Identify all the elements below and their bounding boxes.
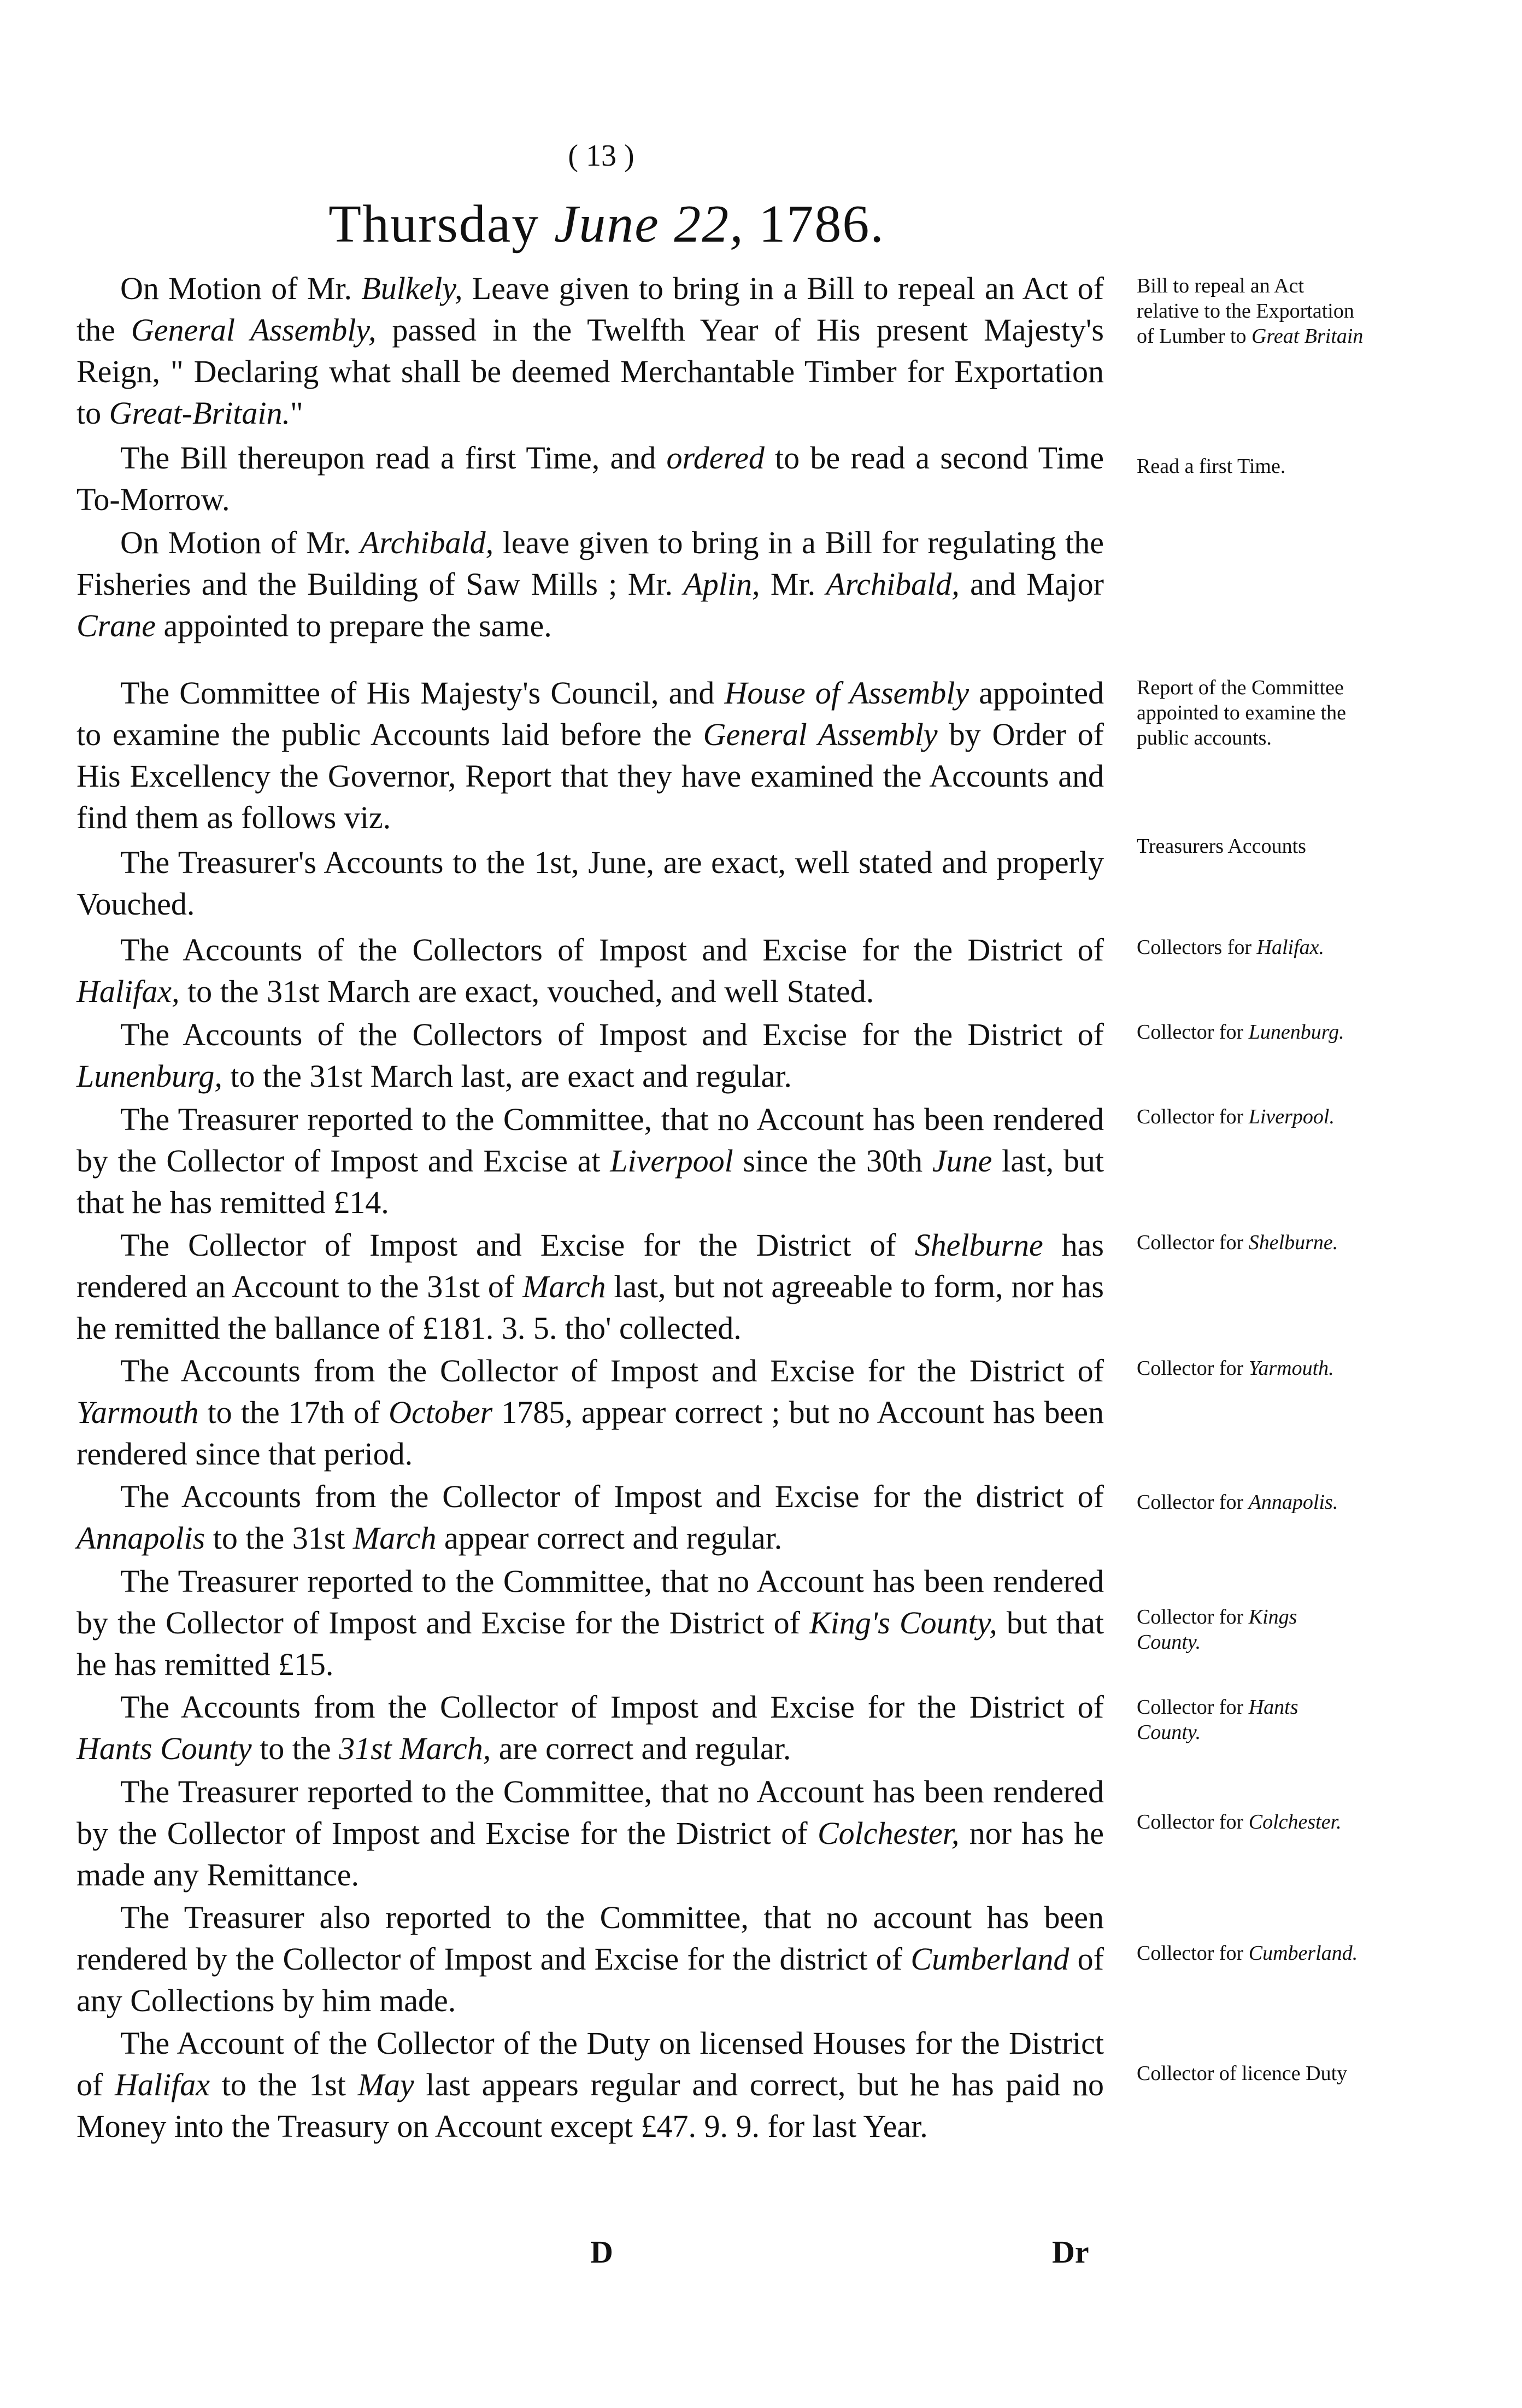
paragraph-yarmouth [77,1350,1104,1475]
italic-text-segment: Annapolis [77,1520,205,1556]
paragraph-bill-motion [77,268,1104,434]
paragraph-cumberland [77,1897,1104,2022]
text-segment: Collector for [1137,1942,1249,1965]
italic-text-segment: Lunenburg. [1248,1021,1344,1044]
text-segment: The Bill thereupon read a first Time, and [120,440,667,476]
margin-note-report [1137,675,1366,751]
text-segment: nor has he made any Remittance. [77,1815,1104,1893]
italic-text-segment: Kings County. [1137,1606,1297,1654]
italic-text-segment: Liverpool. [1248,1105,1335,1128]
text-segment: appointed to examine the public Accounts laid before the [77,675,1104,752]
paragraph-annapolis [77,1476,1104,1559]
italic-text-segment: Colchester, [817,1815,960,1851]
signature-mark: D [590,2234,613,2270]
text-segment: The Treasurer reported to the Committee, that no Account has been rendered by the Collector of Impost and Excise at [77,1102,1104,1179]
text-segment: Collectors for [1137,936,1257,959]
text-segment: The Treasurer also reported to the Committee, that no account has been rendered by the Collector of Impost and Excise for the district of [77,1900,1104,1977]
italic-text-segment: Yarmouth. [1248,1357,1334,1380]
entry-date [306,191,907,257]
margin-note-kings [1137,1604,1366,1655]
italic-text-segment: Archibald, [826,566,960,602]
text-segment: are correct and regular. [491,1731,791,1766]
italic-text-segment: Bulkely, [361,271,463,306]
italic-text-segment: June [932,1143,992,1179]
italic-text-segment: October [389,1395,493,1430]
italic-text-segment: General Assembly [703,717,938,752]
margin-note-yarmouth [1137,1356,1366,1381]
italic-text-segment: Liverpool [610,1143,733,1179]
text-segment: to the [251,1731,339,1766]
italic-text-segment: Lunenburg, [77,1058,222,1094]
italic-text-segment: Aplin, [683,566,760,602]
text-segment: Read a first Time. [1137,455,1286,478]
text-segment: Mr. [760,566,826,602]
text-segment: Treasurers Accounts [1137,835,1306,858]
text-segment: to be read a second Time To-Morrow. [77,440,1104,517]
paragraph-treasurer-accounts [77,842,1104,925]
paragraph-lunenburg [77,1014,1104,1097]
text-segment: since the 30th [733,1143,932,1179]
paragraph-committee-report [77,672,1104,839]
text-segment: The Accounts from the Collector of Impost and Excise for the district of [120,1479,1104,1514]
italic-text-segment: ordered [666,440,765,476]
text-segment: The Account of the Collector of the Duty on licensed Houses for the District of [77,2025,1104,2102]
text-segment: Collector for [1137,1491,1249,1514]
italic-text-segment: Shelburne. [1248,1231,1338,1254]
paragraph-colchester [77,1771,1104,1896]
text-segment: The Accounts from the Collector of Impost and Excise for the District of [120,1353,1104,1388]
margin-note-liverpool [1137,1104,1366,1129]
margin-note-treasurer [1137,834,1366,859]
italic-text-segment: Archibald, [360,525,494,560]
paragraph-liverpool [77,1099,1104,1223]
text-segment: last, but that he has remitted £14. [77,1143,1104,1220]
margin-note-annapolis [1137,1490,1366,1515]
text-segment: Collector for [1137,1696,1249,1719]
paragraph-halifax [77,929,1104,1012]
text-segment: by Order of His Excellency the Governor, Report that they have examined the Accounts and find them as follows viz. [77,717,1104,835]
text-segment: leave given to bring in a Bill for regulating the Fisheries and the Building of Saw Mills ; Mr. [77,525,1104,602]
margin-note-cumberland [1137,1941,1366,1966]
paragraph-hants-county [77,1686,1104,1770]
italic-text-segment: Yarmouth [77,1395,199,1430]
text-segment: The Accounts of the Collectors of Impost and Excise for the District of [120,932,1104,968]
italic-text-segment: General Assembly, [131,312,377,348]
text-segment: passed in the Twelfth Year of His present Majesty's Reign, " Declaring what shall be deemed Merchantable Timber for Exportation to [77,312,1104,431]
text-segment: Leave given to bring in a Bill to repeal an Act of the [77,271,1104,348]
italic-text-segment: Colchester. [1248,1811,1342,1833]
text-segment: On Motion of Mr. [120,525,360,560]
italic-text-segment: May [357,2067,414,2102]
italic-text-segment: Cumberland [910,1941,1069,1977]
text-segment: last, but not agreeable to form, nor has he remitted the ballance of £181. 3. 5. tho' collected. [77,1269,1104,1346]
text-segment: and Major [959,566,1104,602]
text-segment: to the 31st March last, are exact and regular. [222,1058,792,1094]
paragraph-shelburne [77,1224,1104,1349]
text-segment: to the 31st March are exact, vouched, and well Stated. [179,974,874,1009]
text-segment: appear correct and regular. [436,1520,783,1556]
italic-text-segment: March [522,1269,606,1304]
margin-note-hants [1137,1695,1366,1745]
text-segment: of any Collections by him made. [77,1941,1104,2018]
text-segment: Collector for [1137,1021,1249,1044]
text-segment: to the 31st [205,1520,353,1556]
margin-note-bill [1137,273,1366,349]
text-segment: has rendered an Account to the 31st of [77,1227,1104,1304]
text-segment: Collector for [1137,1811,1249,1833]
italic-text-segment: King's County, [809,1605,997,1641]
italic-text-segment: Halifax, [77,974,180,1009]
margin-note-colchester [1137,1809,1366,1835]
italic-text-segment: March [352,1520,437,1556]
margin-note-lunenburg [1137,1020,1366,1045]
italic-text-segment: Halifax [115,2067,210,2102]
text-segment: to the 1st [210,2067,358,2102]
italic-text-segment: Great-Britain. [109,395,290,431]
text-segment: to the 17th of [198,1395,389,1430]
text-segment: The Treasurer's Accounts to the 1st, June, are exact, well stated and properly Vouched. [77,845,1104,922]
margin-note-shelburne [1137,1230,1366,1255]
margin-note-licence [1137,2061,1366,2086]
date-weekday: Thursday [328,195,540,254]
text-segment: Collector for [1137,1231,1249,1254]
text-segment: last appears regular and correct, but he has paid no Money into the Treasury on Account except £47. 9. 9. for last Year. [77,2067,1104,2144]
italic-text-segment: 31st March, [339,1731,491,1766]
text-segment: The Accounts from the Collector of Impost and Excise for the District of [120,1689,1104,1725]
italic-text-segment: Hants County [77,1731,252,1766]
text-segment: 1785, appear correct ; but no Account has been rendered since that period. [77,1395,1104,1472]
text-segment: The Treasurer reported to the Committee, that no Account has been rendered by the Collector of Impost and Excise for the District of [77,1563,1104,1641]
page-number: ( 13 ) [568,139,634,173]
italic-text-segment: Hants County. [1137,1696,1298,1744]
italic-text-segment: Halifax. [1256,936,1324,959]
italic-text-segment: Annapolis. [1248,1491,1338,1514]
text-segment: Report of the Committee appointed to examine the public accounts. [1137,676,1347,749]
paragraph-bill-first-reading [77,437,1104,520]
text-segment: The Accounts of the Collectors of Impost and Excise for the District of [120,1017,1104,1052]
text-segment: The Collector of Impost and Excise for the District of [120,1227,915,1263]
text-segment: Bill to repeal an Act relative to the Exportation of Lumber to [1137,274,1354,348]
text-segment: Collector for [1137,1105,1249,1128]
italic-text-segment: House of Assembly [724,675,969,711]
margin-note-halifax [1137,935,1366,960]
text-segment: Collector of licence Duty [1137,2062,1348,2085]
text-segment: Collector for [1137,1357,1249,1380]
catchword: Dr [1052,2234,1089,2270]
text-segment: appointed to prepare the same. [156,608,552,643]
text-segment: The Committee of His Majesty's Council, and [120,675,725,711]
italic-text-segment: Shelburne [914,1227,1043,1263]
margin-note-first-time [1137,454,1366,479]
paragraph-fisheries-motion [77,522,1104,647]
date-year: 1786. [759,195,885,254]
paragraph-licence-duty [77,2023,1104,2147]
paragraph-kings-county [77,1561,1104,1685]
text-segment: Collector for [1137,1606,1249,1628]
text-segment: The Treasurer reported to the Committee, that no Account has been rendered by the Collector of Impost and Excise for the District of [77,1774,1104,1851]
text-segment: but that he has remitted £15. [77,1605,1104,1682]
italic-text-segment: Crane [77,608,156,643]
text-segment: " [290,395,303,431]
italic-text-segment: Great Britain [1251,325,1364,348]
text-segment: On Motion of Mr. [120,271,362,306]
date-month-day: June 22, [554,195,744,254]
italic-text-segment: Cumberland. [1248,1942,1358,1965]
